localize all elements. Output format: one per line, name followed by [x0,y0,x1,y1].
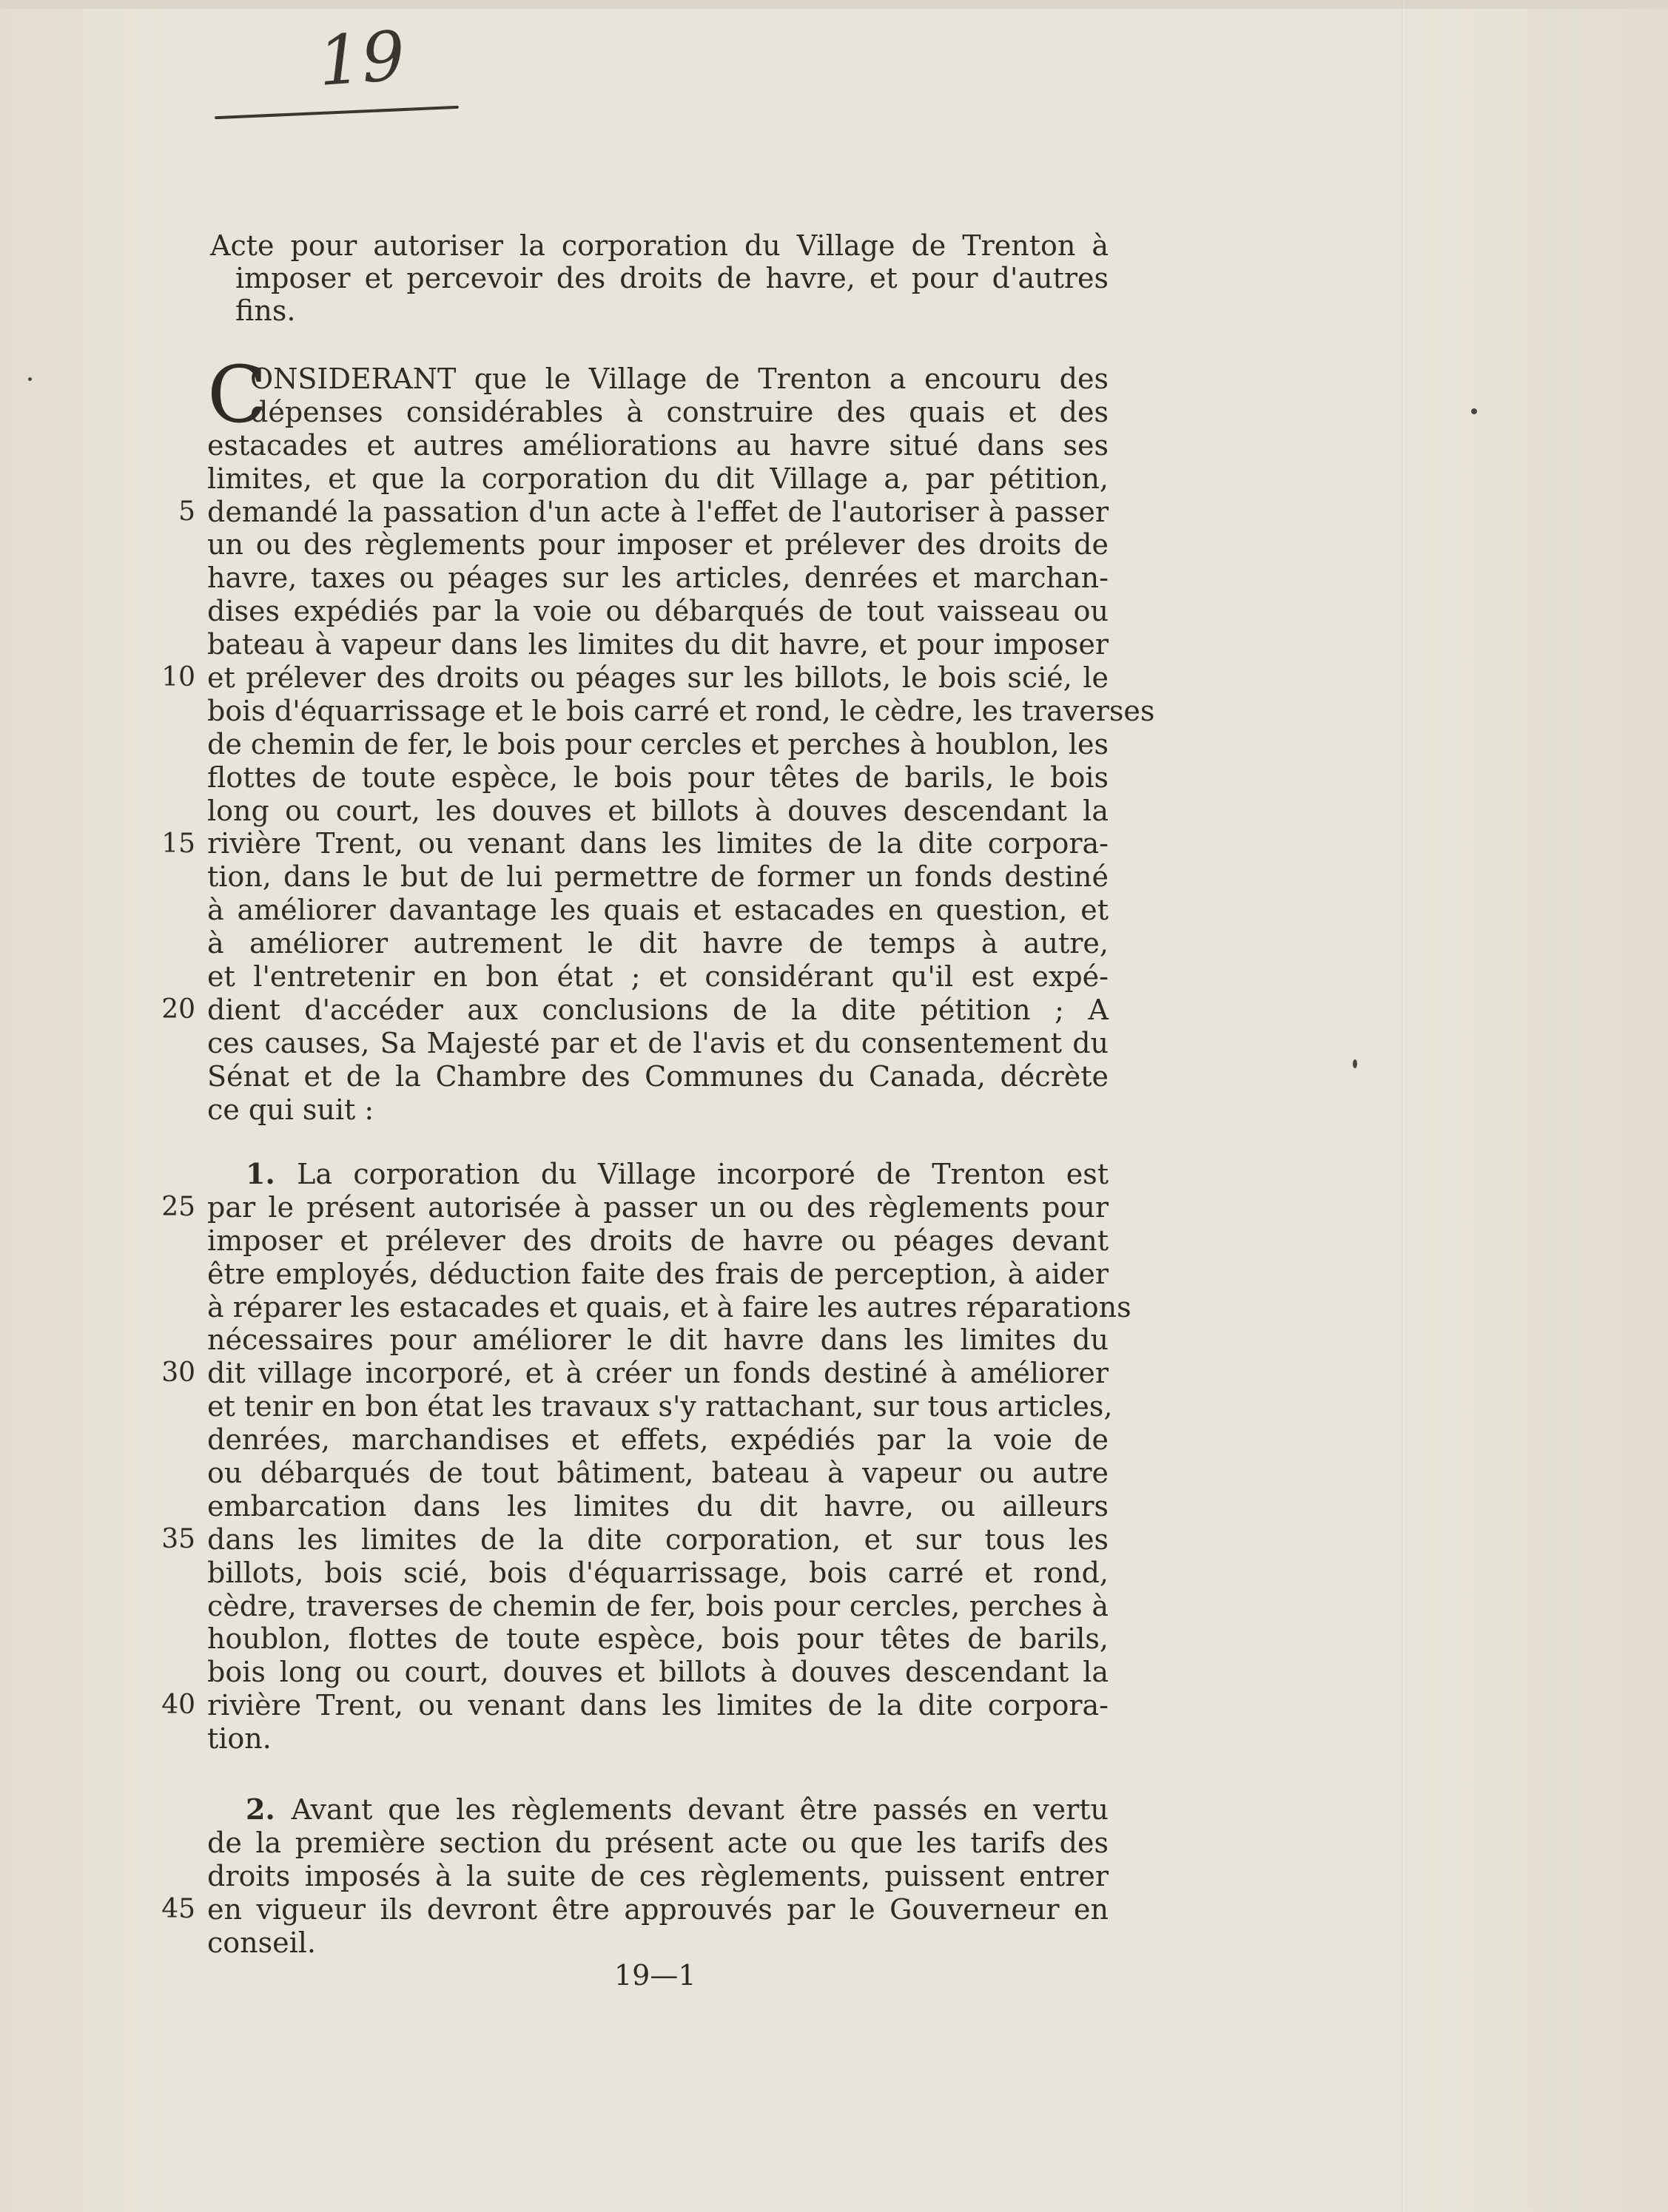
paper-speck [28,377,32,381]
margin-line-number: 45 [161,1893,195,1924]
margin-line-number: 20 [161,994,195,1025]
margin-line-number: 40 [161,1690,195,1721]
section1-number: 1. [246,1157,297,1190]
section1-line: à réparer les estacades et quais, et à faire les autres réparations [207,1290,1131,1324]
section1-line: ou débarqués de tout bâtiment, bateau à vapeur ou autre [207,1457,1109,1490]
preamble-line: bois d'équarrissage et le bois carré et rond, le cèdre, les traverses [207,694,1155,727]
paper-speck [1353,1059,1357,1068]
page-fold [1402,0,1405,2212]
preamble-line: un ou des règlements pour imposer et prélever des droits de [207,528,1109,562]
section1-line: dit village incorporé, et à créer un fonds destiné à améliorer [207,1357,1109,1390]
section2-number: 2. [246,1793,292,1826]
section-1-block [161,1157,1131,1756]
margin-line-number: 10 [161,662,195,693]
preamble-line: rivière Trent, ou venant dans les limites de la dite corpora- [207,827,1109,860]
section1-line: dans les limites de la dite corporation, et sur tous les [207,1523,1109,1556]
act-title: Acte pour autoriser la corporation du Village de Trenton à imposer et percevoir des droits de havre, et pour d'autres fins. [210,229,1109,327]
preamble-line: de chemin de fer, le bois pour cercles et perches à houblon, les [207,727,1109,761]
preamble-line: flottes de toute espèce, le bois pour têtes de barils, le bois [207,761,1109,794]
margin-line-number: 35 [161,1523,195,1554]
preamble-line: havre, taxes ou péages sur les articles, denrées et marchan- [207,562,1109,595]
preamble-line: à améliorer autrement le dit havre de temps à autre, [207,927,1109,960]
section2-line: droits imposés à la suite de ces règlements, puissent entrer [207,1859,1109,1892]
section2-line: de la première section du présent acte ou que les tarifs des [207,1826,1109,1859]
margin-line-number: 15 [161,828,195,859]
section1-line [207,1158,1109,1191]
preamble-line: dient d'accéder aux conclusions de la dite pétition ; A [207,993,1109,1026]
preamble-line: estacades et autres améliorations au havre situé dans ses [207,428,1109,462]
section-2-block [161,1793,1109,1959]
section1-line: et tenir en bon état les travaux s'y rattachant, sur tous articles, [207,1390,1113,1423]
section1-line: être employés, déduction faite des frais de perception, à aider [207,1257,1109,1290]
section2-line: en vigueur ils devront être approuvés par le Gouverneur en [207,1892,1109,1926]
preamble-line: ce qui suit : [207,1093,374,1126]
page-footer: 19—1 [614,1959,696,1992]
handwritten-folio: 19 [315,16,408,101]
section1-line: imposer et prélever des droits de havre ou péages devant [207,1224,1109,1257]
preamble-line: ces causes, Sa Majesté par et de l'avis et du consentement du [207,1026,1109,1059]
section1-line-text: La corporation du Village incorporé de Trenton est [297,1158,1109,1190]
preamble-block [161,349,1155,1126]
section1-line: embarcation dans les limites du dit havre, ou ailleurs [207,1489,1109,1523]
drop-cap: C [207,349,268,440]
margin-line-number: 5 [178,496,195,527]
preamble-line: tion, dans le but de lui permettre de former un fonds destiné [207,860,1109,894]
preamble-line: limites, et que la corporation du dit Village a, par pétition, [207,462,1109,495]
preamble-line: dépenses considérables à construire des quais et des [250,395,1109,428]
section1-line: billots, bois scié, bois d'équarrissage, bois carré et rond, [207,1556,1109,1589]
preamble-line: et l'entretenir en bon état ; et considérant qu'il est expé- [207,960,1109,994]
section1-line: bois long ou court, douves et billots à douves descendant la [207,1656,1109,1689]
top-edge [0,0,1668,9]
preamble-line: et prélever des droits ou péages sur les billots, le bois scié, le [207,661,1109,695]
preamble-line: Sénat et de la Chambre des Communes du Canada, décrète [207,1059,1109,1093]
section2-line: conseil. [207,1926,317,1959]
section1-line: nécessaires pour améliorer le dit havre dans les limites du [207,1324,1109,1357]
preamble-line: dises expédiés par la voie ou débarqués de tout vaisseau ou [207,595,1109,628]
preamble-line: ONSIDERANT que le Village de Trenton a encouru des [250,363,1109,395]
section1-line: houblon, flottes de toute espèce, bois pour têtes de barils, [207,1622,1109,1656]
section1-line: cèdre, traverses de chemin de fer, bois pour cercles, perches à [207,1589,1109,1622]
preamble-line: bateau à vapeur dans les limites du dit havre, et pour imposer [207,628,1109,661]
section1-line: denrées, marchandises et effets, expédiés par la voie de [207,1423,1109,1457]
preamble-line: demandé la passation d'un acte à l'effet de l'autoriser à passer [207,495,1109,528]
margin-line-number: 25 [161,1191,195,1222]
section2-line [207,1793,1109,1827]
section2-line-text: Avant que les règlements devant être passés en vertu [291,1793,1109,1826]
section1-line: rivière Trent, ou venant dans les limites de la dite corpora- [207,1689,1109,1722]
section1-line: tion. [207,1722,272,1756]
paper-speck [1471,408,1477,414]
section1-line: par le présent autorisée à passer un ou des règlements pour [207,1190,1109,1224]
preamble-line: à améliorer davantage les quais et estacades en question, et [207,894,1109,927]
preamble-line: long ou court, les douves et billots à douves descendant la [207,794,1109,827]
margin-line-number: 30 [161,1358,195,1389]
